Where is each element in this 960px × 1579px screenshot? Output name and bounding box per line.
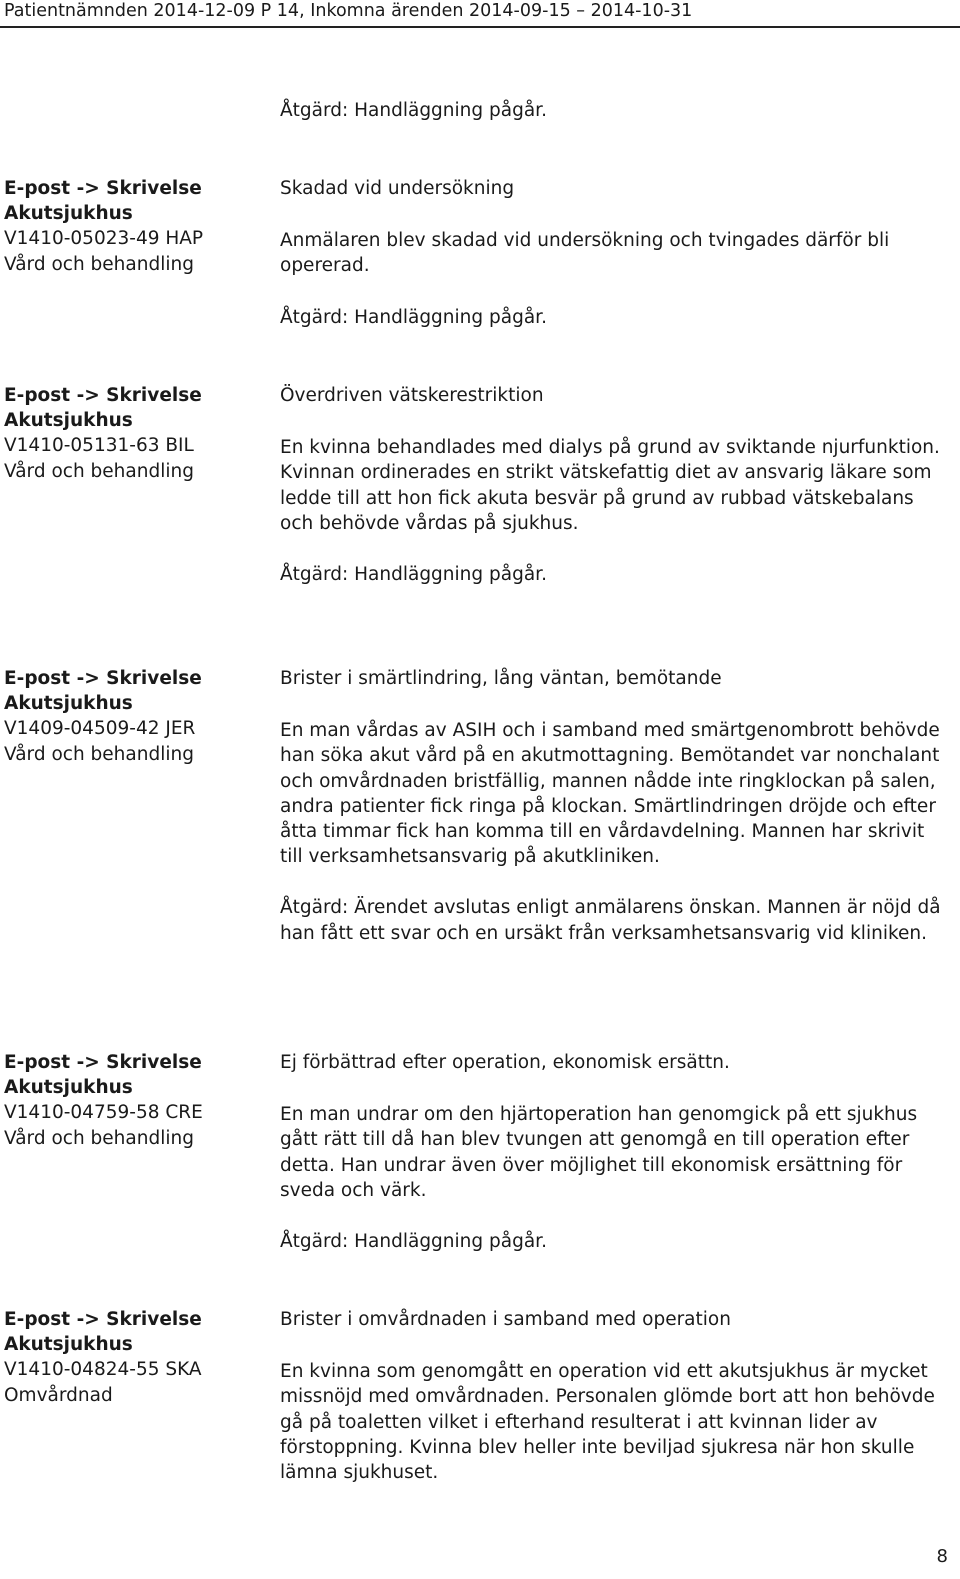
case-unit: Akutsjukhus — [4, 1334, 133, 1356]
case-content — [280, 666, 950, 946]
case-description: En man vårdas av ASIH och i samband med smärtgenombrott behövde han söka akut vård på en akutmottagning. Bemötandet var nonchalant och omvårdnaden bristfällig, mannen nådde inte ringklockan på salen, andra patienter fick ringa på klockan. Smärtlindringen dröjde och efter åtta timmar fick han komma till en vårdavdelning. Mannen har skrivit till verksamhetsansvarig på akutkliniken. — [280, 720, 940, 868]
action-text: Åtgärd: Handläggning pågår. — [280, 100, 547, 121]
case-id: V1410-04824-55 SKA — [4, 1359, 202, 1381]
case-channel: E-post -> Skrivelse — [4, 1052, 202, 1073]
case-action: Åtgärd: Handläggning pågår. — [280, 1231, 547, 1253]
case-description: En kvinna som genomgått en operation vid ett akutsjukhus är mycket missnöjd med omvårdnaden. Personalen glömde bort att hon behövde gå på toaletten vilket i efterhand resulterat i att kvinnan lider av förstoppning. Kvinna blev heller inte beviljad sjukresa när hon skulle lämna sjukhuset. — [280, 1361, 935, 1484]
case-id: V1410-05023-49 HAP — [4, 228, 204, 250]
case-description: Anmälaren blev skadad vid undersökning och tvingades därför bli opererad. — [280, 230, 890, 277]
case-meta — [4, 1050, 269, 1151]
case-meta — [4, 1307, 269, 1408]
case-unit: Akutsjukhus — [4, 1077, 133, 1099]
case-title: Överdriven vätskerestriktion — [280, 385, 544, 406]
case-channel: E-post -> Skrivelse — [4, 385, 202, 406]
case-title: Ej förbättrad efter operation, ekonomisk ersättn. — [280, 1052, 730, 1073]
case-content — [280, 176, 950, 330]
case-action: Åtgärd: Handläggning pågår. — [280, 564, 547, 586]
case-content — [280, 1307, 950, 1485]
case-category: Vård och behandling — [4, 253, 194, 275]
case-meta — [4, 176, 269, 277]
page-number: 8 — [936, 1546, 948, 1567]
case-title: Brister i smärtlindring, lång väntan, bemötande — [280, 668, 722, 689]
case-id: V1410-04759-58 CRE — [4, 1102, 203, 1124]
case-action: Åtgärd: Handläggning pågår. — [280, 306, 547, 328]
top-action — [280, 98, 950, 123]
case-content — [280, 1050, 950, 1254]
case-category: Vård och behandling — [4, 460, 194, 482]
case-unit: Akutsjukhus — [4, 693, 133, 715]
case-meta — [4, 383, 269, 484]
case-channel: E-post -> Skrivelse — [4, 668, 202, 689]
case-unit: Akutsjukhus — [4, 203, 133, 225]
case-channel: E-post -> Skrivelse — [4, 178, 202, 199]
case-action: Åtgärd: Ärendet avslutas enligt anmälarens önskan. Mannen är nöjd då han fått ett svar och en ursäkt från verksamhetsansvarig vid kliniken. — [280, 897, 941, 944]
case-channel: E-post -> Skrivelse — [4, 1309, 202, 1330]
case-category: Vård och behandling — [4, 743, 194, 765]
case-title: Brister i omvårdnaden i samband med operation — [280, 1309, 731, 1330]
case-category: Omvårdnad — [4, 1384, 113, 1406]
case-id: V1409-04509-42 JER — [4, 718, 196, 740]
case-unit: Akutsjukhus — [4, 410, 133, 432]
case-meta — [4, 666, 269, 767]
case-content — [280, 383, 950, 587]
case-description: En man undrar om den hjärtoperation han genomgick på ett sjukhus gått rätt till då han blev tvungen att genomgå en till operation efter detta. Han undrar även över möjlighet till ekonomisk ersättning för sveda och värk. — [280, 1104, 918, 1201]
case-id: V1410-05131-63 BIL — [4, 435, 194, 457]
case-description: En kvinna behandlades med dialys på grund av sviktande njurfunktion. Kvinnan ordinerades en strikt vätskefattig diet av ansvarig läkare som ledde till att hon fick akuta besvär på grund av rubbad vätskebalans och behövde vårdas på sjukhus. — [280, 437, 940, 534]
case-category: Vård och behandling — [4, 1127, 194, 1149]
header-divider — [0, 26, 960, 28]
page-header: Patientnämnden 2014-12-09 P 14, Inkomna ärenden 2014-09-15 – 2014-10-31 — [4, 1, 693, 21]
case-title: Skadad vid undersökning — [280, 178, 515, 199]
